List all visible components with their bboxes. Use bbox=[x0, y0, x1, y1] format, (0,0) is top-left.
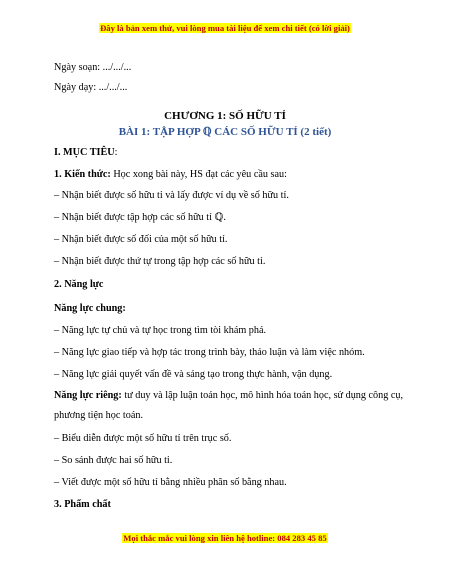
specific-competence-item: – Viết được một số hữu tỉ bằng nhiều phân số bằng nhau. bbox=[54, 477, 287, 488]
date-prepared: Ngày soạn: .../.../... bbox=[54, 62, 132, 73]
general-competence-item: – Năng lực giải quyết vấn đề và sáng tạo trong thực hành, vận dụng. bbox=[54, 369, 333, 380]
section-heading-objectives bbox=[54, 146, 404, 159]
knowledge-text: Học xong bài này, HS đạt các yêu cầu sau: bbox=[110, 169, 287, 180]
specific-competence-item: – So sánh được hai số hữu tỉ. bbox=[54, 455, 173, 466]
quality-heading bbox=[54, 498, 404, 511]
specific-competence-label: Năng lực riêng: bbox=[54, 390, 122, 401]
knowledge-item: – Nhận biết được số đối của một số hữu tỉ. bbox=[54, 234, 228, 245]
specific-competence-item: – Biểu diễn được một số hữu tỉ trên trục số. bbox=[54, 433, 232, 444]
specific-competence-text: tư duy và lập luận toán học, mô hình hóa toán học, sử dụng công cụ, phương tiện học toán. bbox=[54, 390, 404, 421]
knowledge-label: 1. Kiến thức: bbox=[54, 169, 111, 180]
general-competence-heading bbox=[54, 302, 404, 315]
hotline-banner-text: Mọi thắc mắc vui lòng xin liên hệ hotline: 084 283 45 85 bbox=[123, 533, 327, 543]
objectives-heading-bold: I. MỤC TIÊU bbox=[54, 147, 115, 158]
quality-heading-text: 3. Phẩm chất bbox=[54, 499, 111, 510]
preview-banner bbox=[0, 23, 450, 33]
general-competence-item: – Năng lực giao tiếp và hợp tác trong trình bày, thảo luận và làm việc nhóm. bbox=[54, 347, 365, 358]
knowledge-line bbox=[54, 168, 404, 181]
date-taught: Ngày dạy: .../.../... bbox=[54, 82, 128, 93]
competence-heading bbox=[54, 278, 404, 291]
general-competence-heading-text: Năng lực chung: bbox=[54, 303, 126, 314]
objectives-heading-colon: : bbox=[114, 147, 118, 158]
general-competence-item: – Năng lực tự chủ và tự học trong tìm tòi khám phá. bbox=[54, 325, 267, 336]
competence-heading-text: 2. Năng lực bbox=[54, 279, 104, 290]
knowledge-item: – Nhận biết được tập hợp các số hữu tỉ ℚ. bbox=[54, 212, 226, 223]
hotline-banner bbox=[0, 533, 450, 543]
lesson-title: BÀI 1: TẬP HỢP ℚ CÁC SỐ HỮU TỈ (2 tiết) bbox=[118, 126, 332, 138]
specific-competence-paragraph bbox=[54, 386, 404, 425]
knowledge-item: – Nhận biết được thứ tự trong tập hợp các số hữu tỉ. bbox=[54, 256, 266, 267]
preview-banner-text: Đây là bản xem thử, vui lòng mua tài liệu để xem chi tiết (có lời giải) bbox=[100, 23, 350, 33]
chapter-title: CHƯƠNG 1: SỐ HỮU TỈ bbox=[164, 110, 286, 122]
knowledge-item: – Nhận biết được số hữu tỉ và lấy được ví dụ về số hữu tỉ. bbox=[54, 190, 289, 201]
